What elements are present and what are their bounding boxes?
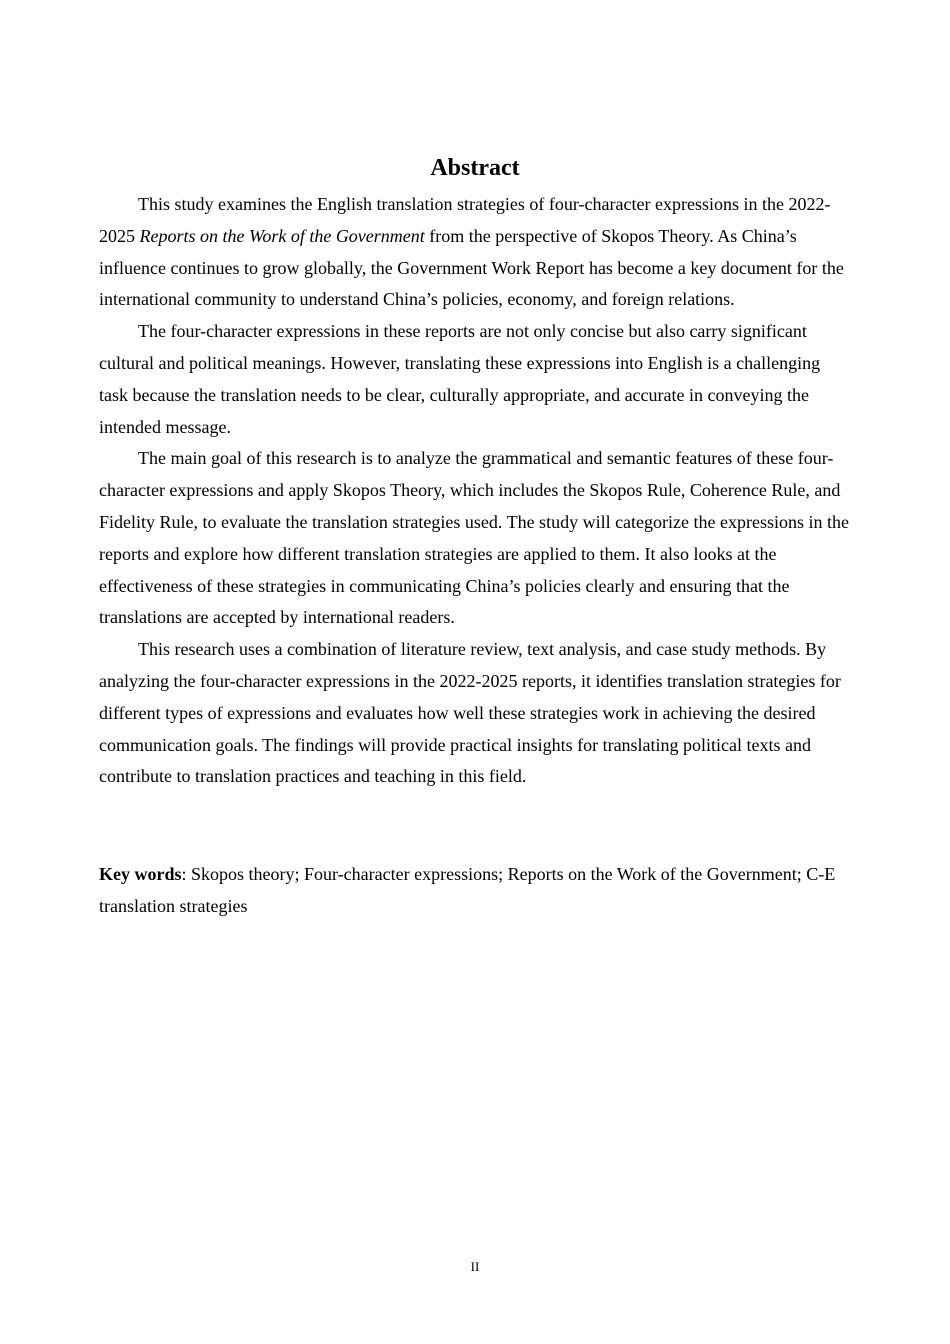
page-title: Abstract (430, 155, 520, 182)
paragraph-1-text-end: from the perspective of Skopos Theory. As China’s influence continues to grow globally, the Government Work Report has become a key document for the international community to understand China’s policies, economy, and foreign relations. (99, 225, 844, 310)
page-number: II (470, 1259, 480, 1274)
abstract-paragraph-1 (99, 189, 853, 316)
keywords-label: Key words (99, 864, 182, 884)
keywords-separator: : (181, 864, 192, 884)
keywords-text: Skopos theory; Four-character expressions; Reports on the Work of the Government; C-E translation strategies (99, 864, 836, 916)
abstract-paragraph-4: This research uses a combination of literature review, text analysis, and case study methods. By analyzing the four-character expressions in the 2022-2025 reports, it identifies translation strategies for different types of expressions and evaluates how well these strategies work in achieving the desired communication goals. The findings will provide practical insights for translating political texts and contribute to translation practices and teaching in this field. (99, 639, 841, 787)
paragraph-1-text-start: This study examines the English translation strategies of four-character expressions in the 2022-2025 (99, 194, 831, 246)
abstract-paragraph-2: The four-character expressions in these reports are not only concise but also carry significant cultural and political meanings. However, translating these expressions into English is a challenging task because the translation needs to be clear, culturally appropriate, and accurate in conveying the intended message. (99, 321, 821, 437)
abstract-paragraph-3: The main goal of this research is to analyze the grammatical and semantic features of these four-character expressions and apply Skopos Theory, which includes the Skopos Rule, Coherence Rule, and Fidelity Rule, to evaluate the translation strategies used. The study will categorize the expressions in the reports and explore how different translation strategies are applied to them. It also looks at the effectiveness of these strategies in communicating China’s policies clearly and ensuring that the translations are accepted by international readers. (99, 448, 849, 628)
report-title-italic: Reports on the Work of the Government (139, 225, 425, 246)
abstract-body (99, 189, 853, 793)
keywords-line (99, 859, 857, 923)
